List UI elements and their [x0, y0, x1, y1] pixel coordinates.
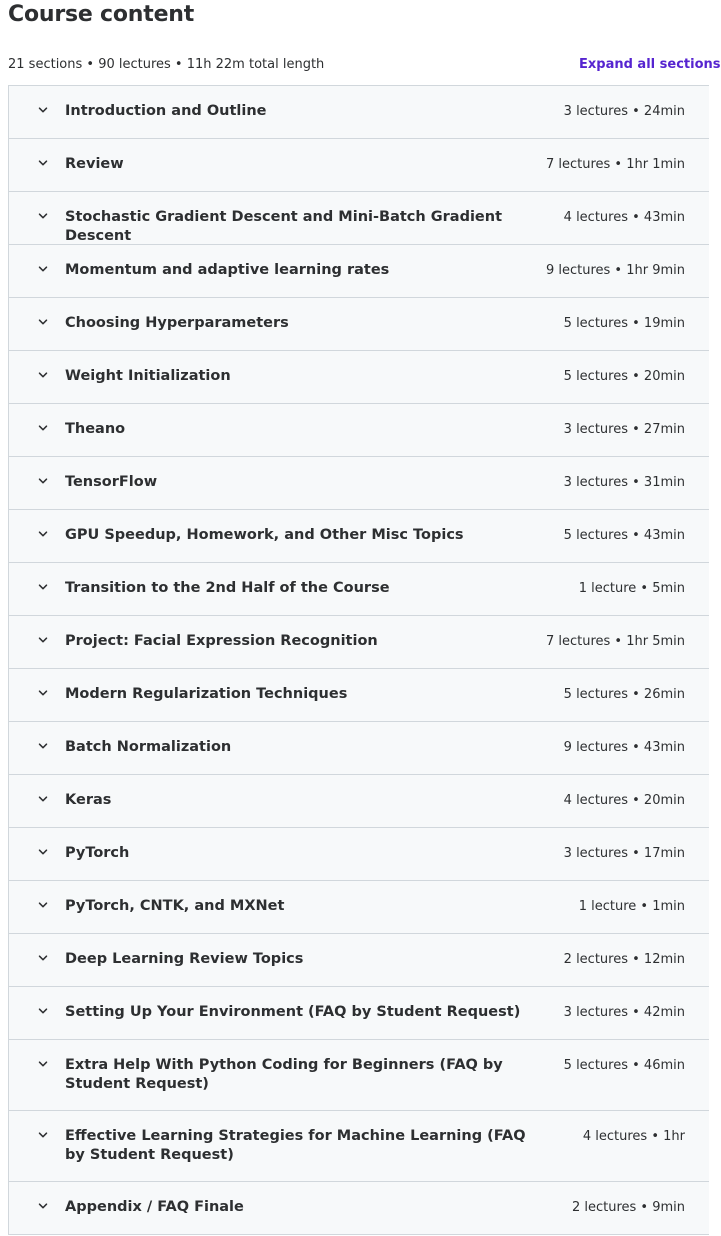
section-title: Review — [65, 156, 124, 172]
sections-list — [8, 85, 709, 1235]
section-title: Effective Learning Strategies for Machine Learning (FAQ by Student Request) — [65, 1128, 526, 1163]
section-content-info: 4 lectures • 1hr — [582, 1129, 685, 1144]
section-row[interactable] — [9, 722, 709, 775]
section-row[interactable] — [9, 298, 709, 351]
section-row[interactable] — [9, 669, 709, 722]
chevron-down-icon — [37, 263, 49, 275]
section-content-info: 4 lectures • 20min — [563, 793, 685, 808]
section-content-info: 9 lectures • 43min — [563, 740, 685, 755]
section-title: Weight Initialization — [65, 368, 231, 384]
section-row[interactable] — [9, 86, 709, 139]
section-title: Theano — [65, 421, 126, 437]
section-row[interactable] — [9, 192, 709, 245]
chevron-down-icon — [37, 899, 49, 911]
page-title: Course content — [8, 2, 195, 27]
expand-all-sections-button[interactable]: Expand all sections — [579, 57, 721, 72]
chevron-down-icon — [37, 1005, 49, 1017]
section-title: Batch Normalization — [65, 739, 232, 755]
section-row[interactable] — [9, 1111, 709, 1182]
chevron-down-icon — [37, 952, 49, 964]
section-row[interactable] — [9, 139, 709, 192]
section-row[interactable] — [9, 987, 709, 1040]
section-row[interactable] — [9, 1040, 709, 1111]
section-content-info: 4 lectures • 43min — [563, 210, 685, 225]
course-summary: 21 sections • 90 lectures • 11h 22m total length — [8, 57, 325, 72]
section-content-info: 5 lectures • 19min — [563, 316, 685, 331]
section-content-info: 1 lecture • 5min — [578, 581, 685, 596]
chevron-down-icon — [37, 1129, 49, 1141]
section-title: Introduction and Outline — [65, 103, 267, 119]
section-content-info: 7 lectures • 1hr 1min — [545, 157, 685, 172]
section-row[interactable] — [9, 351, 709, 404]
section-content-info: 5 lectures • 46min — [563, 1058, 685, 1073]
chevron-down-icon — [37, 793, 49, 805]
section-row[interactable] — [9, 881, 709, 934]
section-content-info: 5 lectures • 20min — [563, 369, 685, 384]
chevron-down-icon — [37, 157, 49, 169]
section-row[interactable] — [9, 404, 709, 457]
section-content-info: 1 lecture • 1min — [578, 899, 685, 914]
section-title: TensorFlow — [65, 474, 158, 490]
section-title: PyTorch — [65, 845, 130, 861]
section-row[interactable] — [9, 934, 709, 987]
course-summary-row — [8, 55, 721, 75]
section-content-info: 3 lectures • 17min — [563, 846, 685, 861]
chevron-down-icon — [37, 104, 49, 116]
section-title: Appendix / FAQ Finale — [65, 1199, 244, 1215]
section-title: Modern Regularization Techniques — [65, 686, 348, 702]
section-content-info: 3 lectures • 42min — [563, 1005, 685, 1020]
section-row[interactable] — [9, 775, 709, 828]
chevron-down-icon — [37, 422, 49, 434]
section-title: Setting Up Your Environment (FAQ by Student Request) — [65, 1004, 521, 1020]
section-title: GPU Speedup, Homework, and Other Misc Topics — [65, 527, 464, 543]
section-content-info: 3 lectures • 24min — [563, 104, 685, 119]
chevron-down-icon — [37, 634, 49, 646]
chevron-down-icon — [37, 210, 49, 222]
section-row[interactable] — [9, 828, 709, 881]
section-row[interactable] — [9, 457, 709, 510]
chevron-down-icon — [37, 740, 49, 752]
chevron-down-icon — [37, 687, 49, 699]
section-content-info: 3 lectures • 31min — [563, 475, 685, 490]
chevron-down-icon — [37, 846, 49, 858]
section-title: Choosing Hyperparameters — [65, 315, 289, 331]
chevron-down-icon — [37, 581, 49, 593]
section-row[interactable] — [9, 563, 709, 616]
chevron-down-icon — [37, 528, 49, 540]
chevron-down-icon — [37, 369, 49, 381]
section-content-info: 2 lectures • 12min — [563, 952, 685, 967]
section-title: Deep Learning Review Topics — [65, 951, 304, 967]
section-row[interactable] — [9, 1182, 709, 1235]
section-title: Project: Facial Expression Recognition — [65, 633, 378, 649]
section-content-info: 9 lectures • 1hr 9min — [545, 263, 685, 278]
section-content-info: 5 lectures • 43min — [563, 528, 685, 543]
chevron-down-icon — [37, 1200, 49, 1212]
section-row[interactable] — [9, 245, 709, 298]
section-title: PyTorch, CNTK, and MXNet — [65, 898, 285, 914]
section-title: Keras — [65, 792, 112, 808]
section-content-info: 7 lectures • 1hr 5min — [545, 634, 685, 649]
chevron-down-icon — [37, 1058, 49, 1070]
section-content-info: 3 lectures • 27min — [563, 422, 685, 437]
section-row[interactable] — [9, 510, 709, 563]
chevron-down-icon — [37, 316, 49, 328]
section-row[interactable] — [9, 616, 709, 669]
section-title: Extra Help With Python Coding for Beginners (FAQ by Student Request) — [65, 1057, 503, 1092]
section-title: Stochastic Gradient Descent and Mini-Batch Gradient Descent — [65, 209, 503, 244]
section-title: Transition to the 2nd Half of the Course — [65, 580, 390, 596]
section-content-info: 2 lectures • 9min — [571, 1200, 685, 1215]
section-title: Momentum and adaptive learning rates — [65, 262, 390, 278]
section-content-info: 5 lectures • 26min — [563, 687, 685, 702]
chevron-down-icon — [37, 475, 49, 487]
